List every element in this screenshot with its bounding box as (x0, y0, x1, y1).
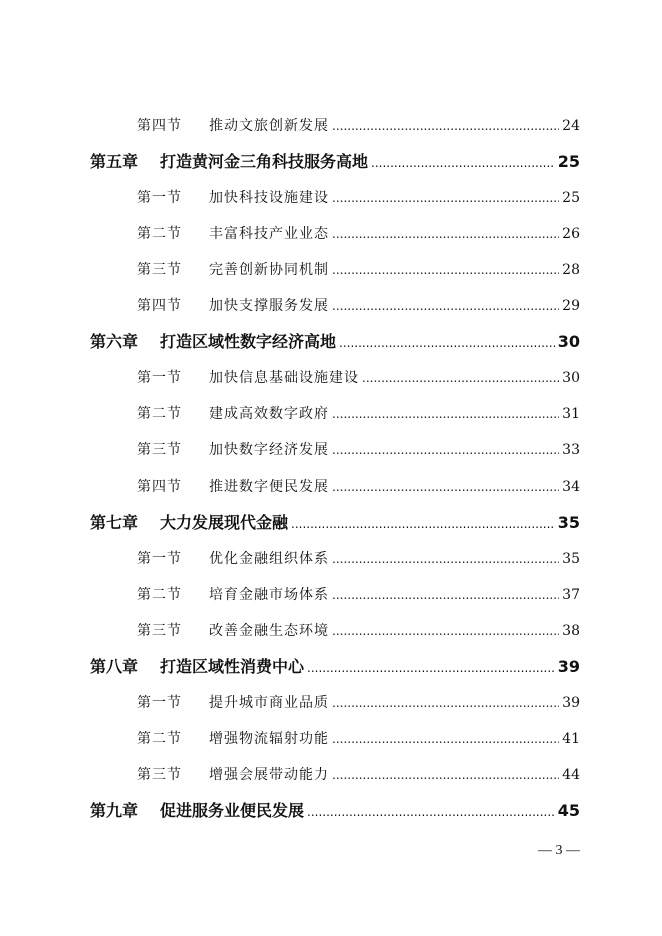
toc-chapter-entry[interactable] (90, 511, 580, 535)
page-number-footer: — 3 — (538, 843, 580, 858)
toc-section-entry[interactable] (137, 114, 580, 138)
chapter-number: 第七章 (90, 513, 139, 532)
chapter-number: 第八章 (90, 657, 139, 676)
toc-chapter-entry[interactable] (90, 655, 580, 679)
section-number: 第三节 (137, 767, 182, 783)
section-number: 第一节 (137, 190, 182, 206)
dot-leader (332, 114, 559, 138)
section-title: 丰富科技产业业态 (209, 226, 329, 242)
page-reference: 25 (562, 190, 580, 206)
dot-leader (332, 222, 559, 246)
page-reference: 35 (562, 551, 580, 567)
section-title: 增强物流辐射功能 (209, 731, 329, 747)
page-reference: 37 (562, 587, 580, 603)
dot-leader (291, 512, 555, 536)
page-reference: 44 (562, 767, 580, 783)
section-number: 第三节 (137, 442, 182, 458)
section-title: 加快信息基础设施建设 (209, 370, 359, 386)
page-reference: 24 (562, 118, 580, 134)
dot-leader (332, 583, 559, 607)
section-number: 第一节 (137, 551, 182, 567)
chapter-title: 打造区域性数字经济高地 (160, 332, 337, 351)
section-title: 培育金融市场体系 (209, 587, 329, 603)
toc-section-entry[interactable] (137, 763, 580, 787)
dot-leader (332, 402, 559, 426)
toc-chapter-entry[interactable] (90, 150, 580, 174)
dot-leader (332, 547, 559, 571)
section-title: 优化金融组织体系 (209, 551, 329, 567)
dot-leader (332, 727, 559, 751)
dot-leader (332, 475, 559, 499)
section-number: 第三节 (137, 262, 182, 278)
toc-chapter-entry[interactable] (90, 799, 580, 823)
toc-section-entry[interactable] (137, 619, 580, 643)
section-number: 第一节 (137, 370, 182, 386)
chapter-title: 促进服务业便民发展 (160, 801, 305, 820)
section-number: 第二节 (137, 406, 182, 422)
toc-section-entry[interactable] (137, 222, 580, 246)
toc-section-entry[interactable] (137, 583, 580, 607)
page-reference: 28 (562, 262, 580, 278)
dot-leader (332, 294, 559, 318)
section-number: 第四节 (137, 298, 182, 314)
toc-section-entry[interactable] (137, 186, 580, 210)
page-reference: 45 (557, 801, 580, 820)
toc-section-entry[interactable] (137, 547, 580, 571)
section-title: 增强会展带动能力 (209, 767, 329, 783)
section-title: 改善金融生态环境 (209, 623, 329, 639)
section-title: 加快数字经济发展 (209, 442, 329, 458)
dot-leader (339, 331, 555, 355)
page-reference: 41 (562, 731, 580, 747)
page-reference: 38 (562, 623, 580, 639)
chapter-title: 大力发展现代金融 (160, 513, 289, 532)
toc-section-entry[interactable] (137, 294, 580, 318)
chapter-number: 第六章 (90, 332, 139, 351)
toc-section-entry[interactable] (137, 402, 580, 426)
section-title: 推动文旅创新发展 (209, 118, 329, 134)
toc-section-entry[interactable] (137, 366, 580, 390)
section-title: 加快科技设施建设 (209, 190, 329, 206)
dot-leader (332, 258, 559, 282)
dot-leader (332, 619, 559, 643)
chapter-number: 第五章 (90, 152, 139, 171)
chapter-number: 第九章 (90, 801, 139, 820)
toc-chapter-entry[interactable] (90, 330, 580, 354)
page-reference: 30 (562, 370, 580, 386)
page-reference: 39 (557, 657, 580, 676)
section-number: 第三节 (137, 623, 182, 639)
page-reference: 35 (557, 513, 580, 532)
section-number: 第一节 (137, 695, 182, 711)
toc-section-entry[interactable] (137, 691, 580, 715)
page-reference: 26 (562, 226, 580, 242)
dot-leader (332, 186, 559, 210)
section-title: 完善创新协同机制 (209, 262, 329, 278)
page-reference: 29 (562, 298, 580, 314)
page-reference: 31 (562, 406, 580, 422)
toc-section-entry[interactable] (137, 258, 580, 282)
section-title: 建成高效数字政府 (209, 406, 329, 422)
chapter-title: 打造区域性消费中心 (160, 657, 305, 676)
dot-leader (332, 438, 559, 462)
section-title: 加快支撑服务发展 (209, 298, 329, 314)
section-number: 第二节 (137, 587, 182, 603)
page-reference: 33 (562, 442, 580, 458)
dot-leader (362, 366, 559, 390)
dot-leader (332, 763, 559, 787)
chapter-title: 打造黄河金三角科技服务高地 (160, 152, 369, 171)
section-number: 第二节 (137, 226, 182, 242)
page-reference: 30 (557, 332, 580, 351)
section-title: 提升城市商业品质 (209, 695, 329, 711)
page-reference: 39 (562, 695, 580, 711)
page-reference: 25 (557, 152, 580, 171)
toc-section-entry[interactable] (137, 727, 580, 751)
section-title: 推进数字便民发展 (209, 479, 329, 495)
dot-leader (307, 656, 555, 680)
dot-leader (307, 800, 555, 824)
page-reference: 34 (562, 479, 580, 495)
toc-section-entry[interactable] (137, 475, 580, 499)
section-number: 第四节 (137, 479, 182, 495)
dot-leader (332, 691, 559, 715)
toc-section-entry[interactable] (137, 438, 580, 462)
dot-leader (371, 151, 555, 175)
section-number: 第四节 (137, 118, 182, 134)
section-number: 第二节 (137, 731, 182, 747)
